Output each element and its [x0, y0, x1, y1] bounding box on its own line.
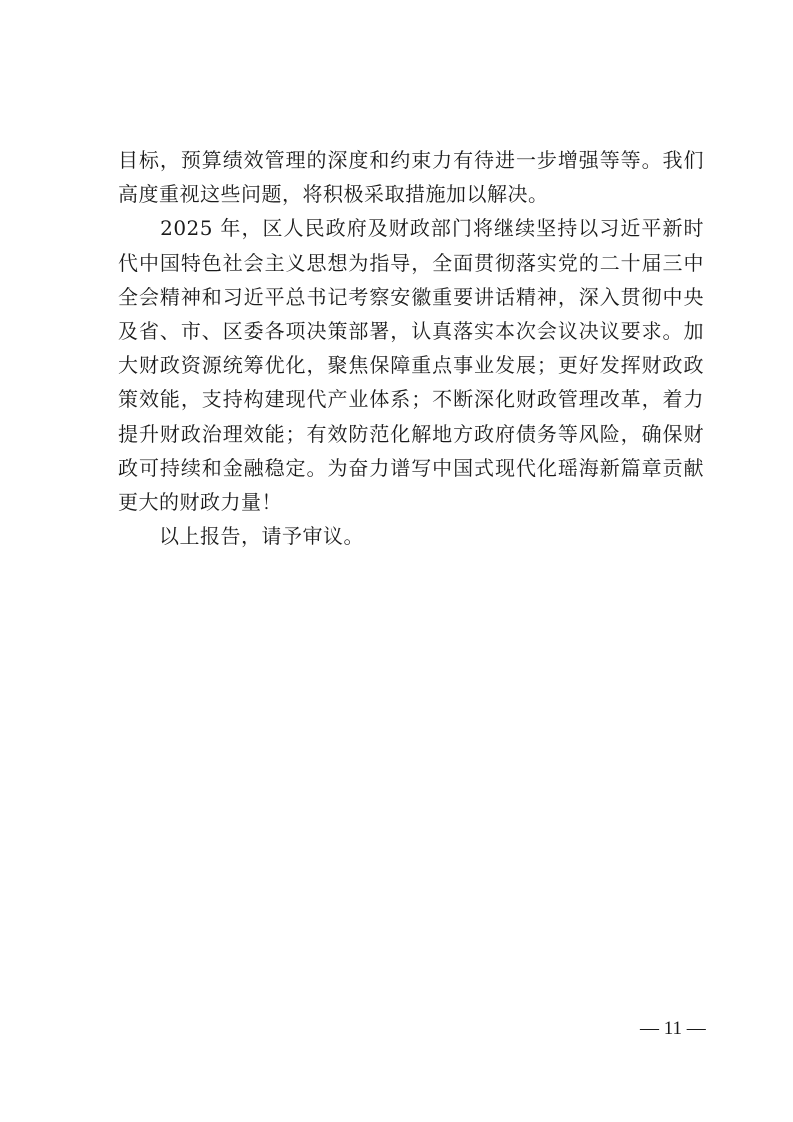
text-line: 策效能，支持构建现代产业体系；不断深化财政管理改革，着力 [118, 387, 704, 412]
text-line: 大财政资源统筹优化，聚焦保障重点事业发展；更好发挥财政政 [118, 353, 704, 378]
paragraph-problems-summary [118, 143, 704, 211]
text-line: 目标，预算绩效管理的深度和约束力有待进一步增强等等。我们 [118, 148, 704, 172]
text-line: 更大的财政力量！ [118, 489, 282, 514]
text-line: 提升财政治理效能；有效防范化解地方政府债务等风险，确保财 [118, 421, 704, 446]
text-line: 以上报告，请予审议。 [118, 524, 364, 549]
paragraph-2025-plan [118, 211, 704, 519]
text-line: 高度重视这些问题，将积极采取措施加以解决。 [118, 182, 549, 207]
text-line: 全会精神和习近平总书记考察安徽重要讲话精神，深入贯彻中央 [118, 284, 704, 309]
text-line: 政可持续和金融稳定。为奋力谱写中国式现代化瑶海新篇章贡献 [118, 455, 704, 480]
page-number: — 11 — [640, 1018, 706, 1039]
paragraph-closing [118, 519, 704, 553]
text-line: 及省、市、区委各项决策部署，认真落实本次会议决议要求。加 [118, 318, 704, 343]
body-text [118, 143, 704, 553]
text-line: 代中国特色社会主义思想为指导，全面贯彻落实党的二十届三中 [118, 250, 704, 275]
text-line: 2025 年，区人民政府及财政部门将继续坚持以习近平新时 [118, 216, 704, 241]
